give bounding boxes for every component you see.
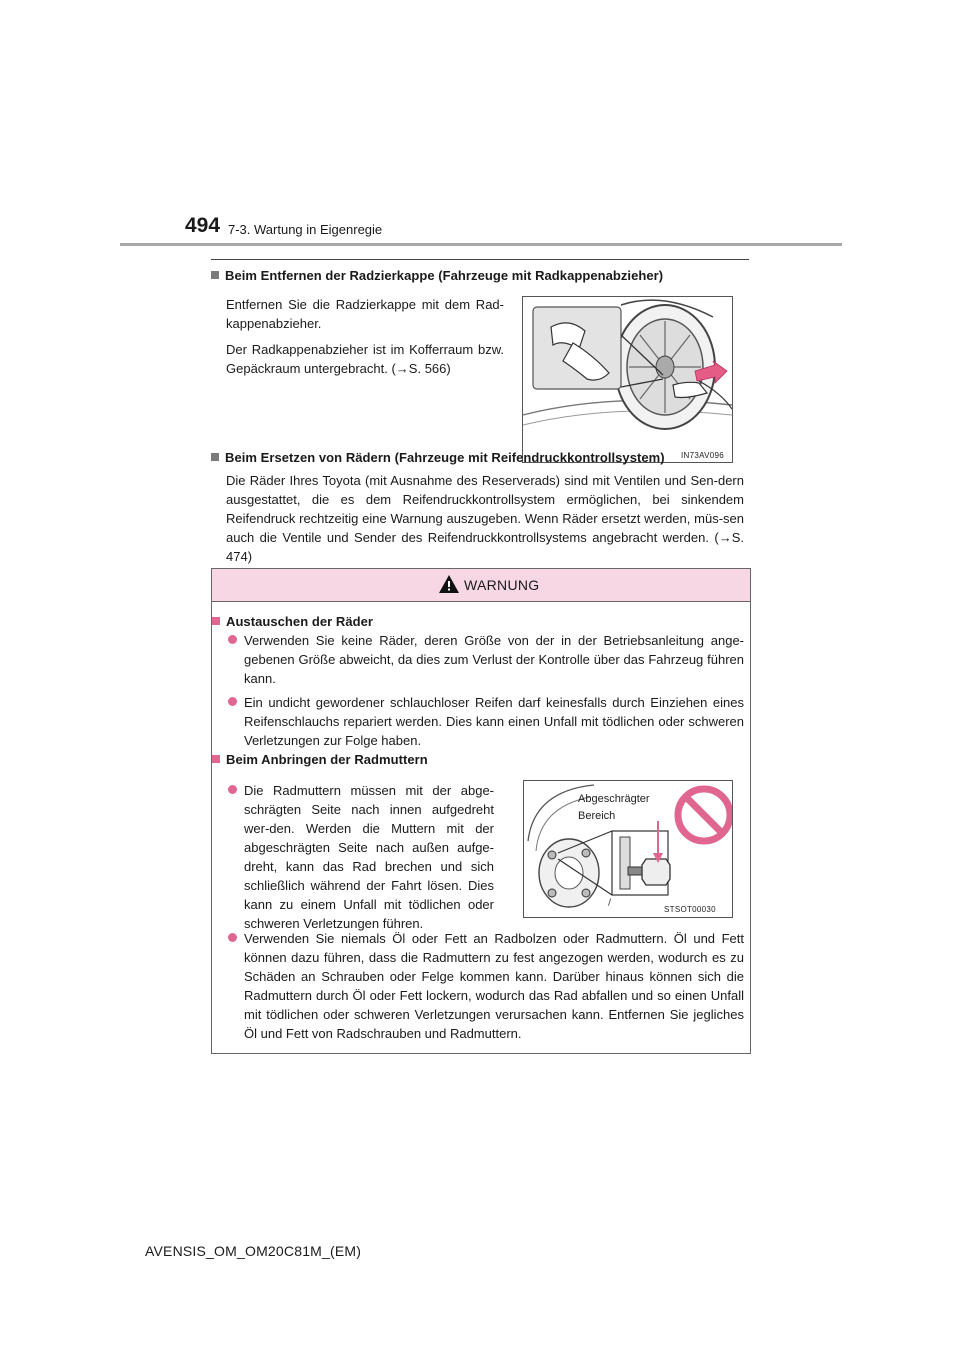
document-code: AVENSIS_OM_OM20C81M_(EM) — [145, 1243, 362, 1259]
bullet-text: Ein undicht gewordener schlauchloser Reifen darf keinesfalls durch Einziehen eines Reifenschlauchs repariert werden. Dies kann einen Unfall mit tödlichen oder schweren Verletzungen zur Folge haben. — [244, 695, 744, 748]
callout-line: Bereich — [578, 810, 616, 822]
warning-bullet — [244, 631, 744, 688]
warning-bullet — [244, 693, 744, 750]
section-heading-wheel-cap — [211, 268, 663, 283]
bullet-text: Verwenden Sie keine Räder, deren Größe von der in der Betriebsanleitung ange-gebenen Größe abweicht, da dies zum Verlust der Kontrolle über das Fahrzeug führen kann. — [244, 633, 744, 686]
bullet-text: Die Radmuttern müssen mit der abge-schrägten Seite nach innen aufgedreht wer-den. Werden die Muttern mit der abgeschrägten Seite nach außen aufge-dreht, kann das Rad brechen und sich schließlich während der Fahrt lösen. Dies kann zu einem Unfall mit tödlichen oder schweren Verletzungen führen. — [244, 783, 494, 931]
subheading-text: Austauschen der Räder — [226, 614, 373, 629]
section1-body — [226, 295, 504, 385]
bullet-text: Verwenden Sie niemals Öl oder Fett an Radbolzen oder Radmuttern. Öl und Fett können dazu führen, dass die Radmuttern zu fest angezogen werden, wodurch es zu Schäden an Schrauben oder Felge kommen kann. Darüber hinaus können sich die Radmuttern durch Öl oder Fett lockern, wodurch das Rad abfallen und so einen Unfall mit tödlichen oder schweren Verletzungen verursachen kann. Entfernen Sie jegliches Öl und Fett von Radschrauben und Radmuttern. — [244, 931, 744, 1041]
section-heading-text: Beim Ersetzen von Rädern (Fahrzeuge mit Reifendruckkontrollsystem) — [225, 450, 665, 465]
square-bullet-icon — [212, 755, 220, 763]
warning-box — [211, 568, 751, 1054]
figure-code: STSOT00030 — [664, 905, 716, 914]
warning-bullet — [244, 781, 494, 933]
round-bullet-icon — [228, 697, 237, 706]
svg-text:/: / — [608, 898, 612, 908]
section-heading-text: Beim Entfernen der Radzierkappe (Fahrzeuge mit Radkappenabzieher) — [225, 268, 664, 283]
figure-wheel-cap-remover — [522, 296, 733, 463]
content-rule — [211, 259, 749, 260]
figure-callout — [578, 791, 650, 825]
square-bullet-icon — [211, 271, 219, 279]
warning-subheading-wheels — [212, 614, 373, 629]
square-bullet-icon — [211, 453, 219, 461]
header-rule — [120, 243, 842, 246]
round-bullet-icon — [228, 785, 237, 794]
paragraph: Der Radkappenabzieher ist im Kofferraum bzw. Gepäckraum untergebracht. (→S. 566) — [226, 342, 504, 376]
section-title: 7-3. Wartung in Eigenregie — [228, 222, 383, 237]
warning-bullet — [244, 929, 744, 1043]
warning-title: WARNUNG — [464, 577, 540, 593]
square-bullet-icon — [212, 617, 220, 625]
figure-code: IN73AV096 — [681, 451, 725, 460]
warning-subheading-nuts — [212, 752, 428, 767]
paragraph: Die Räder Ihres Toyota (mit Ausnahme des Reserverads) sind mit Ventilen und Sen-dern ausgestattet, die es dem Reifendruckkontrollsystem ermöglichen, bei sinkendem Reifendruck rechtzeitig eine Warnung auszugeben. Wenn Räder ersetzt werden, müs-sen auch die Ventile und Sender des Reifendruckkontrollsystems angebracht werden. (→S. 474) — [226, 473, 744, 564]
callout-line: Abgeschrägter — [578, 793, 650, 805]
round-bullet-icon — [228, 635, 237, 644]
section-heading-tpms — [211, 450, 665, 465]
wheel-cap-illustration — [523, 297, 732, 462]
section2-body — [226, 471, 744, 573]
subheading-text: Beim Anbringen der Radmuttern — [226, 752, 428, 767]
figure-lug-nut — [523, 780, 733, 918]
warning-triangle-icon — [439, 575, 459, 593]
round-bullet-icon — [228, 933, 237, 942]
paragraph: Entfernen Sie die Radzierkappe mit dem Rad-kappenabzieher. — [226, 297, 504, 331]
page-number: 494 — [185, 214, 221, 237]
warning-header — [212, 569, 750, 602]
